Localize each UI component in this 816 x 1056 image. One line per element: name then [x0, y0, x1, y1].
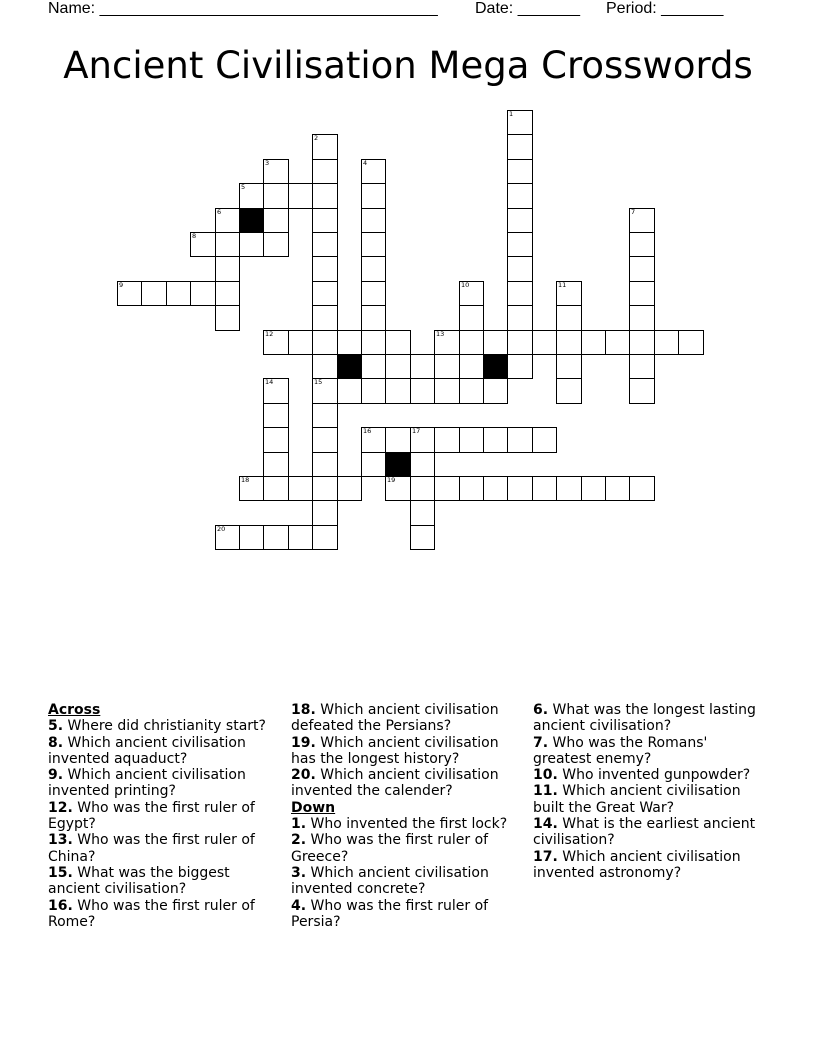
grid-cell[interactable]	[507, 476, 533, 501]
grid-cell[interactable]	[312, 500, 338, 526]
grid-cell[interactable]	[190, 281, 216, 306]
grid-cell[interactable]	[654, 330, 679, 355]
clue-item	[291, 735, 521, 768]
grid-cell[interactable]	[215, 232, 240, 257]
grid-cell[interactable]	[581, 476, 606, 501]
grid-cell[interactable]	[263, 183, 289, 209]
grid-cell[interactable]	[556, 305, 582, 331]
clue-number: 14	[265, 378, 274, 386]
grid-cell[interactable]	[288, 525, 313, 550]
clue-number: 10	[461, 281, 470, 289]
grid-cell[interactable]	[263, 452, 289, 477]
clue-item-text: Who was the first ruler of Persia?	[291, 897, 489, 930]
clue-item	[291, 816, 521, 832]
clue-item	[48, 718, 278, 734]
clue-item	[533, 783, 768, 816]
grid-cell[interactable]	[312, 525, 338, 550]
grid-cell[interactable]	[385, 427, 411, 453]
grid-cell[interactable]	[288, 183, 313, 209]
grid-cell[interactable]	[361, 159, 386, 184]
clue-item-text: Which ancient civilisation invented the calender?	[291, 767, 499, 800]
clue-number: 11	[558, 281, 567, 289]
grid-cell[interactable]	[507, 330, 533, 355]
clue-item-text: Where did christianity start?	[63, 718, 266, 735]
clue-number: 1	[509, 110, 514, 118]
grid-cell[interactable]	[312, 354, 338, 379]
clue-item	[291, 767, 521, 800]
grid-cell[interactable]	[263, 378, 289, 404]
across-header: Across	[48, 702, 101, 718]
grid-cell[interactable]	[312, 305, 338, 331]
grid-cell[interactable]	[263, 208, 289, 233]
grid-cell[interactable]	[434, 354, 460, 379]
grid-cell[interactable]	[312, 159, 338, 184]
grid-cell[interactable]	[166, 281, 191, 306]
grid-cell[interactable]	[605, 330, 630, 355]
clue-number: 5	[241, 183, 246, 191]
grid-cell[interactable]	[507, 427, 533, 453]
grid-cell[interactable]	[361, 378, 386, 404]
clue-item	[48, 767, 278, 800]
grid-cell[interactable]	[288, 476, 313, 501]
grid-cell[interactable]	[532, 427, 557, 453]
grid-cell[interactable]	[556, 281, 582, 306]
clue-item	[533, 849, 768, 882]
grid-cell[interactable]	[434, 427, 460, 453]
grid-cell[interactable]	[556, 330, 582, 355]
clue-item	[48, 865, 278, 898]
grid-cell[interactable]	[629, 378, 655, 404]
grid-cell[interactable]	[312, 403, 338, 428]
name-field-label[interactable]: Name: ______________________________________	[48, 0, 438, 17]
clue-item-text: Which ancient civilisation defeated the Persians?	[291, 702, 499, 735]
clue-item	[533, 816, 768, 849]
grid-cell[interactable]	[629, 281, 655, 306]
grid-cell[interactable]	[507, 354, 533, 379]
grid-cell[interactable]	[459, 427, 484, 453]
clue-item-number: 15.	[48, 864, 73, 881]
clue-item	[48, 898, 278, 931]
clue-item-text: Which ancient civilisation invented concrete?	[291, 864, 489, 898]
clue-number: 2	[314, 134, 319, 142]
clues-column-2	[291, 702, 521, 930]
grid-cell[interactable]	[312, 134, 338, 160]
grid-cell[interactable]	[410, 525, 435, 550]
grid-cell[interactable]	[117, 281, 142, 306]
clue-item	[291, 832, 521, 865]
grid-cell[interactable]	[361, 232, 386, 257]
grid-cell[interactable]	[434, 378, 460, 404]
clue-item-text: Which ancient civilisation has the longest history?	[291, 734, 499, 767]
grid-cell[interactable]	[312, 256, 338, 282]
clue-item-text: What was the biggest ancient civilisation?	[48, 864, 230, 898]
grid-cell[interactable]	[337, 476, 362, 501]
grid-cell[interactable]	[629, 476, 655, 501]
clue-item-text: Who was the first ruler of Rome?	[48, 897, 255, 930]
grid-cell[interactable]	[483, 330, 508, 355]
grid-cell[interactable]	[459, 330, 484, 355]
clue-number: 16	[363, 427, 372, 435]
grid-cell[interactable]	[215, 208, 240, 233]
grid-cell[interactable]	[434, 330, 460, 355]
clue-item-text: Who was the Romans' greatest enemy?	[533, 734, 708, 767]
grid-cell[interactable]	[532, 476, 557, 501]
grid-cell[interactable]	[312, 476, 338, 501]
grid-cell[interactable]	[507, 256, 533, 282]
clue-item	[291, 702, 521, 735]
grid-cell[interactable]	[312, 183, 338, 209]
clue-item-number: 19.	[291, 734, 316, 751]
clue-item-text: Who was the first ruler of Greece?	[291, 832, 489, 865]
grid-cell[interactable]	[361, 305, 386, 331]
clue-item-number: 5.	[48, 718, 64, 735]
clue-item	[533, 735, 768, 768]
student-info-header	[48, 0, 748, 22]
clue-item-text: Which ancient civilisation invented aquaduct?	[48, 734, 246, 767]
grid-cell[interactable]	[312, 281, 338, 306]
clue-number: 3	[265, 159, 270, 167]
grid-cell[interactable]	[385, 330, 411, 355]
grid-cell[interactable]	[215, 525, 240, 550]
grid-cell[interactable]	[629, 330, 655, 355]
grid-cell[interactable]	[556, 378, 582, 404]
grid-cell[interactable]	[581, 330, 606, 355]
clue-item-text: Which ancient civilisation built the Great War?	[533, 783, 741, 816]
grid-cell[interactable]	[312, 232, 338, 257]
grid-cell[interactable]	[263, 476, 289, 501]
clue-item-number: 13.	[48, 832, 73, 849]
grid-cell[interactable]	[361, 354, 386, 379]
clue-item	[291, 865, 521, 898]
grid-cell[interactable]	[263, 330, 289, 355]
grid-cell[interactable]	[263, 159, 289, 184]
grid-cell[interactable]	[361, 183, 386, 209]
grid-cell[interactable]	[605, 476, 630, 501]
grid-cell[interactable]	[385, 476, 411, 501]
clue-number: 13	[436, 330, 445, 338]
grid-cell[interactable]	[190, 232, 216, 257]
grid-cell[interactable]	[263, 232, 289, 257]
grid-cell[interactable]	[410, 427, 435, 453]
grid-cell[interactable]	[459, 354, 484, 379]
clue-number: 7	[631, 208, 636, 216]
grid-cell[interactable]	[678, 330, 704, 355]
grid-cell[interactable]	[629, 208, 655, 233]
clue-item-text: Which ancient civilisation invented astronomy?	[533, 848, 741, 881]
clue-item-number: 12.	[48, 799, 73, 816]
clue-item-text: Who was the first ruler of China?	[48, 832, 255, 865]
grid-cell[interactable]	[459, 305, 484, 331]
grid-cell[interactable]	[459, 378, 484, 404]
clue-number: 19	[387, 476, 396, 484]
grid-cell[interactable]	[215, 281, 240, 306]
grid-cell[interactable]	[263, 427, 289, 453]
grid-cell[interactable]	[361, 281, 386, 306]
grid-cell[interactable]	[361, 208, 386, 233]
clue-item-number: 20.	[291, 767, 316, 784]
grid-cell[interactable]	[239, 525, 264, 550]
grid-cell[interactable]	[312, 427, 338, 453]
grid-cell[interactable]	[385, 354, 411, 379]
clue-number: 6	[217, 208, 222, 216]
grid-cell[interactable]	[337, 378, 362, 404]
grid-cell[interactable]	[312, 452, 338, 477]
clue-item-number: 2.	[291, 832, 307, 849]
grid-cell[interactable]	[459, 281, 484, 306]
grid-cell[interactable]	[141, 281, 167, 306]
black-square	[483, 354, 508, 379]
grid-cell[interactable]	[507, 159, 533, 184]
clue-item-number: 7.	[533, 734, 549, 751]
grid-cell[interactable]	[312, 378, 338, 404]
page-title: Ancient Civilisation Mega Crosswords	[63, 44, 753, 87]
clue-item-text: Which ancient civilisation invented printing?	[48, 767, 246, 800]
grid-cell[interactable]	[483, 476, 508, 501]
clue-number: 4	[363, 159, 368, 167]
clue-number: 18	[241, 476, 250, 484]
clue-number: 17	[412, 427, 421, 435]
grid-cell[interactable]	[483, 427, 508, 453]
grid-cell[interactable]	[263, 525, 289, 550]
clue-item-number: 3.	[291, 864, 307, 881]
clue-item-text: What is the earliest ancient civilisation?	[533, 816, 756, 849]
date-field-label[interactable]: Date: _______	[475, 0, 580, 17]
clue-number: 20	[217, 525, 226, 533]
grid-cell[interactable]	[215, 256, 240, 282]
clue-item	[48, 735, 278, 768]
clue-item-number: 17.	[533, 848, 558, 865]
grid-cell[interactable]	[507, 208, 533, 233]
grid-cell[interactable]	[239, 232, 264, 257]
grid-cell[interactable]	[483, 378, 508, 404]
grid-cell[interactable]	[434, 476, 460, 501]
grid-cell[interactable]	[361, 256, 386, 282]
clue-number: 8	[192, 232, 197, 240]
grid-cell[interactable]	[361, 330, 386, 355]
grid-cell[interactable]	[507, 183, 533, 209]
clue-number: 9	[119, 281, 124, 289]
black-square	[385, 452, 411, 477]
clue-item-text: Who invented gunpowder?	[557, 767, 751, 784]
grid-cell[interactable]	[215, 305, 240, 331]
clues-column-1	[48, 702, 278, 930]
grid-cell[interactable]	[629, 354, 655, 379]
grid-cell[interactable]	[507, 281, 533, 306]
grid-cell[interactable]	[263, 403, 289, 428]
clue-item-number: 18.	[291, 702, 316, 718]
grid-cell[interactable]	[410, 476, 435, 501]
clue-item	[291, 898, 521, 931]
clue-number: 12	[265, 330, 274, 338]
grid-cell[interactable]	[385, 378, 411, 404]
clue-item-number: 14.	[533, 816, 558, 833]
grid-cell[interactable]	[239, 183, 264, 209]
grid-cell[interactable]	[556, 354, 582, 379]
clue-item-text: Who invented the first lock?	[306, 816, 508, 833]
clue-item	[533, 767, 768, 783]
clue-item-number: 11.	[533, 783, 558, 800]
grid-cell[interactable]	[312, 330, 338, 355]
clue-item	[533, 702, 768, 735]
grid-cell[interactable]	[532, 330, 557, 355]
grid-cell[interactable]	[507, 232, 533, 257]
clues-column-3	[533, 702, 768, 881]
grid-cell[interactable]	[410, 452, 435, 477]
grid-cell[interactable]	[312, 208, 338, 233]
grid-cell[interactable]	[288, 330, 313, 355]
grid-cell[interactable]	[507, 110, 533, 135]
grid-cell[interactable]	[239, 476, 264, 501]
grid-cell[interactable]	[556, 476, 582, 501]
grid-cell[interactable]	[507, 305, 533, 331]
grid-cell[interactable]	[459, 476, 484, 501]
clue-item-number: 10.	[533, 767, 558, 784]
clue-item-number: 9.	[48, 767, 64, 784]
clue-item	[48, 800, 278, 833]
grid-cell[interactable]	[410, 378, 435, 404]
grid-cell[interactable]	[629, 305, 655, 331]
grid-cell[interactable]	[629, 256, 655, 282]
clue-item-number: 4.	[291, 897, 307, 914]
clue-item	[48, 832, 278, 865]
grid-cell[interactable]	[410, 354, 435, 379]
down-header: Down	[291, 799, 336, 816]
clue-item-text: Who was the first ruler of Egypt?	[48, 799, 255, 833]
grid-cell[interactable]	[507, 134, 533, 160]
clue-item-number: 16.	[48, 897, 73, 914]
clue-item-text: What was the longest lasting ancient civilisation?	[533, 702, 756, 735]
grid-cell[interactable]	[361, 427, 386, 453]
clue-number: 15	[314, 378, 323, 386]
grid-cell[interactable]	[410, 500, 435, 526]
black-square	[239, 208, 264, 233]
clue-item-number: 1.	[291, 816, 307, 833]
clue-item-number: 8.	[48, 734, 64, 751]
grid-cell[interactable]	[361, 452, 386, 477]
grid-cell[interactable]	[337, 330, 362, 355]
grid-cell[interactable]	[629, 232, 655, 257]
black-square	[337, 354, 362, 379]
clue-item-number: 6.	[533, 702, 549, 718]
period-field-label[interactable]: Period: _______	[606, 0, 724, 17]
